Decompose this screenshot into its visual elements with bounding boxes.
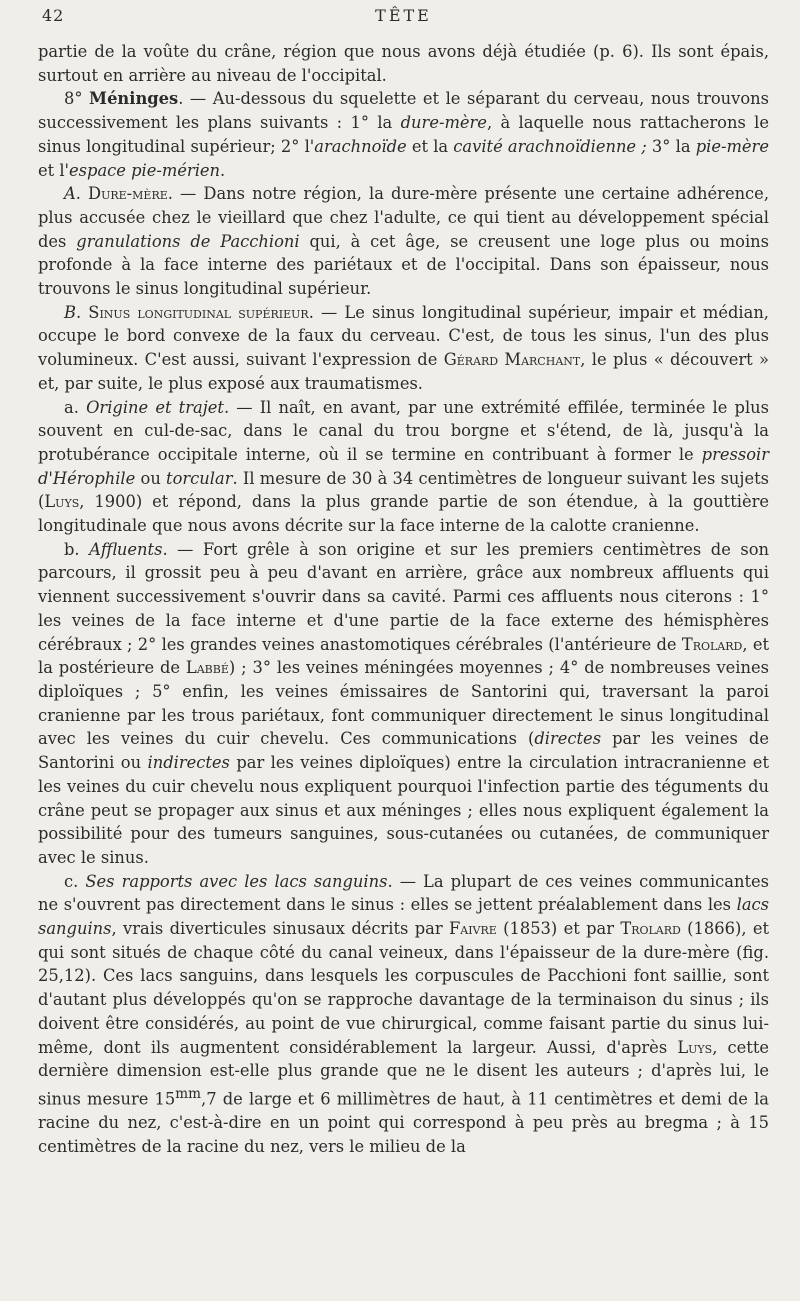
text-run: Gérard Marchant — [443, 350, 581, 370]
text-run: 3° la — [646, 136, 696, 156]
text-run: Trolard — [681, 634, 743, 654]
text-run: ou — [135, 468, 167, 488]
text-run: ,7 de large et 6 millimètres de haut, à 11 centimètres et demi de la racine du nez, c'est-à-dire en un point qui correspond à peu près au bregma ; à 15 centimètres de la racine du nez, vers le milieu de la — [38, 1089, 769, 1156]
text-run: par les veines diploïques) entre la circulation intracranienne et les veines du cuir chevelu nous expliquent pourquoi l'infection partie des téguments du crâne peut se propager aux sinus et aux méninges ; elles nous expliquent également la possibilité pour des tumeurs sanguines, sous-cutanées ou cutanées, de communiquer avec le sinus. — [38, 753, 769, 867]
paragraph — [38, 87, 769, 182]
page-number: 42 — [42, 6, 65, 25]
text-run: espace pie-mérien — [69, 160, 221, 180]
text-run: mm — [175, 1085, 202, 1102]
paragraph — [38, 396, 769, 538]
text-run: qui, à cet âge, se creusent une loge plus ou moins profonde à la face interne des pariétaux et de l'occipital. Dans son épaisseur, nous trouvons le sinus longitudinal supérieur. — [38, 231, 770, 299]
text-run: et l' — [38, 160, 70, 180]
text-run: Affluents — [89, 539, 163, 559]
text-run: 8° — [64, 89, 90, 109]
text-run: par les veines de Santorini ou — [38, 729, 769, 773]
paragraph — [38, 870, 769, 1159]
text-run: pressoir d'Hérophile — [38, 444, 769, 488]
text-run: , et la postérieure de — [38, 634, 769, 678]
text-run: Méninges — [89, 89, 179, 109]
body-text — [38, 40, 769, 1158]
text-run: . — [75, 302, 89, 322]
text-run: . — Dans notre région, la dure-mère présente une certaine adhérence, plus accusée chez le vieillard que chez l'adulte, ce qui tient au développement spécial des — [38, 184, 769, 251]
text-run: et la — [406, 136, 454, 156]
text-run: . Il mesure de 30 à 34 centimètres de longueur suivant les sujets ( — [38, 468, 770, 512]
page-header — [38, 6, 769, 40]
text-run: (1853) et par — [496, 919, 621, 939]
text-run: indirectes — [147, 753, 230, 773]
text-run: lacs sanguins — [38, 895, 769, 939]
paragraph — [38, 40, 769, 87]
text-run: Dure-mère — [88, 184, 168, 204]
text-run: . — [220, 160, 226, 180]
text-run: dure-mère — [400, 113, 487, 133]
text-run: A — [64, 184, 76, 204]
text-run: Luys — [44, 492, 80, 512]
paragraph — [38, 182, 769, 301]
paragraph — [38, 301, 769, 396]
text-run: . — Fort grêle à son origine et sur les premiers centimètres de son parcours, il grossit peu à peu d'avant en arrière, grâce aux nombreux affluents qui viennent successivement s'ouvrir dans sa cavité. Parmi ces affluents nous citerons : 1° les veines de la face interne et d'une partie de la face externe des hémisphères cérébraux ; 2° les grandes veines anastomotiques cérébrales (l'antérieure de — [38, 539, 769, 654]
text-run: , cette dernière dimension est-elle plus grande que ne le disent les auteurs ; d'après lui, le sinus mesure 15 — [38, 1037, 769, 1109]
text-run: a. — [64, 397, 87, 417]
text-run: pie-mère — [695, 136, 769, 156]
text-run: . — Le sinus longitudinal supérieur, impair et médian, occupe le bord convexe de la faux du cerveau. C'est, de tous les sinus, l'un des plus volumineux. C'est aussi, suivant l'expression de — [38, 302, 769, 370]
text-run: Origine et trajet — [86, 397, 224, 417]
text-run: partie de la voûte du crâne, région que nous avons déjà étudiée (p. 6). Ils sont épais, surtout en arrière au niveau de l'occipital. — [38, 42, 769, 85]
text-run: (1866), et qui sont situés de chaque côté du canal veineux, dans l'épaisseur de la dure-mère (fig. 25,12). Ces lacs sanguins, dans lesquels les corpuscules de Pacchioni font saillie, sont d'autant plus développés qu'on se rapproche davantage de la terminaison du sinus ; ils doivent être considérés, au point de vue chirurgical, comme faisant partie du sinus lui-même, dont ils augmentent considérablement la largeur. Aussi, d'après — [38, 919, 770, 1057]
text-run: ) ; 3° les veines méningées moyennes ; 4° de nombreuses veines diploïques ; 5° enfin, les veines émissaires de Santorini qui, traversant la paroi cranienne par les trous pariétaux, font communiquer directement le sinus longitudinal avec les veines du cuir chevelu. Ces communications ( — [38, 658, 769, 749]
running-head: TÊTE — [375, 6, 432, 25]
text-run: , le plus « découvert » et, par suite, le plus exposé aux traumatismes. — [38, 350, 769, 393]
text-run: Labbé — [185, 658, 229, 678]
text-run: arachnoïde — [314, 136, 407, 156]
text-run: c. — [64, 871, 86, 891]
text-run: , vrais diverticules sinusaux décrits par — [111, 919, 449, 939]
text-run: torcular — [166, 468, 233, 488]
text-run: . — Il naît, en avant, par une extrémité effilée, terminée le plus souvent en cul-de-sac, dans le canal du trou borgne et s'étend, de là, jusqu'à la protubérance occipitale interne, où il se termine en contribuant à former le — [38, 397, 769, 464]
text-run: . — La plupart de ces veines communicantes ne s'ouvrent pas directement dans le sinus : elles se jettent préalablement dans les — [38, 871, 769, 915]
text-run: Sinus longitudinal supérieur — [88, 302, 309, 322]
text-run: , à laquelle nous rattacherons le sinus longitudinal supérieur; 2° l' — [38, 113, 770, 156]
text-run: , 1900) et répond, dans la plus grande partie de son étendue, à la gouttière longitudinale que nous avons décrite sur la face interne de la calotte cranienne. — [38, 492, 769, 536]
text-run: Trolard — [620, 919, 681, 939]
text-run: cavité arachnoïdienne ; — [453, 136, 647, 156]
text-run: granulations de Pacchioni — [76, 231, 300, 251]
paragraph — [38, 538, 769, 870]
text-run: directes — [534, 729, 602, 749]
text-run: b. — [64, 539, 90, 559]
text-run: . — [75, 184, 89, 204]
text-run: Luys — [677, 1037, 713, 1057]
text-run: Faivre — [448, 919, 497, 939]
text-run: B — [64, 302, 76, 322]
text-run: . — Au-dessous du squelette et le séparant du cerveau, nous trouvons successivement les plans suivants : 1° la — [38, 89, 769, 133]
text-run: Ses rapports avec les lacs sanguins — [85, 871, 388, 891]
